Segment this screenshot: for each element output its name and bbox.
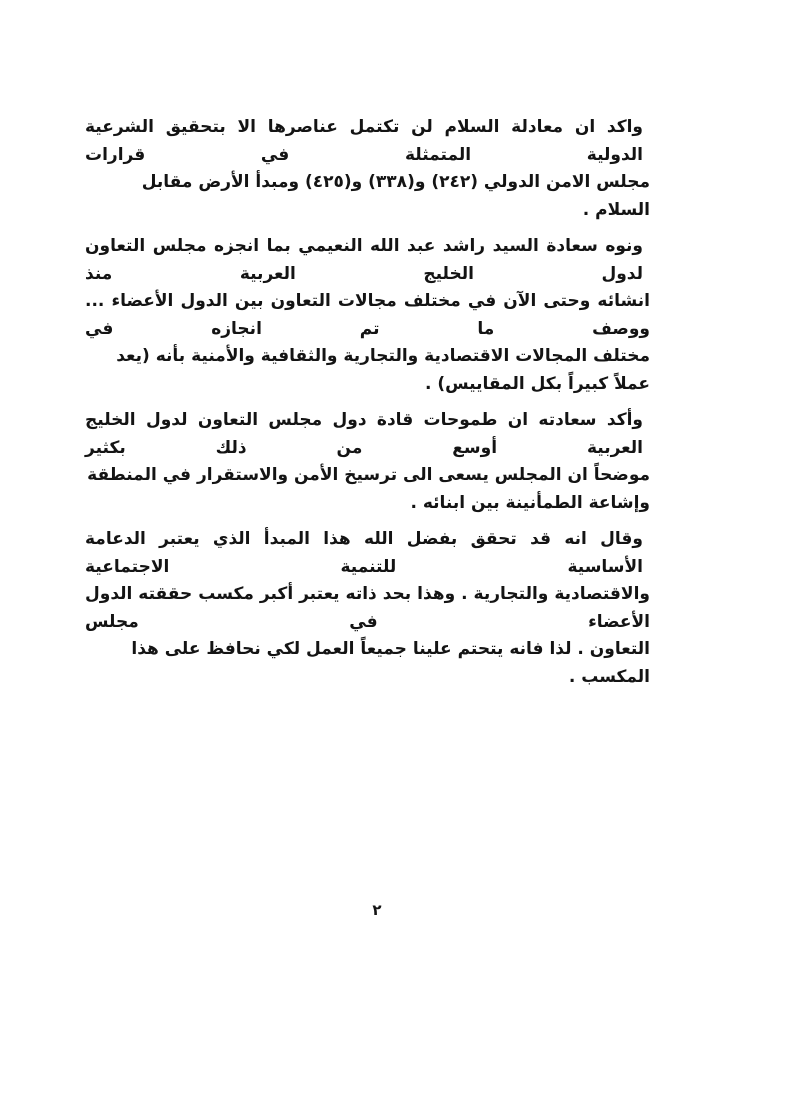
paragraph-3 bbox=[85, 407, 650, 517]
text-line: التعاون . لذا فانه يتحتم علينا جميعاً العمل لكي نحافظ على هذا المكسب . bbox=[131, 639, 650, 687]
page-number: ٢ bbox=[372, 901, 382, 919]
body-text bbox=[85, 114, 650, 700]
text-line: ونوه سعادة السيد راشد عبد الله النعيمي بما انجزه مجلس التعاون لدول الخليج العربية منذ bbox=[85, 236, 643, 284]
text-line: موضحاً ان المجلس يسعى الى ترسيخ الأمن والاستقرار في المنطقة وإشاعة الطمأنينة بين ابنائه . bbox=[87, 465, 650, 513]
text-line: وأكد سعادته ان طموحات قادة دول مجلس التعاون لدول الخليج العربية أوسع من ذلك بكثير bbox=[85, 410, 643, 458]
text-line: انشائه وحتى الآن في مختلف مجالات التعاون بين الدول الأعضاء ... ووصف ما تم انجازه في bbox=[85, 291, 650, 339]
text-line: مجلس الامن الدولي (٢٤٢) و(٣٣٨) و(٤٢٥) ومبدأ الأرض مقابل السلام . bbox=[141, 172, 650, 220]
paragraph-1 bbox=[85, 114, 650, 224]
paragraph-4 bbox=[85, 526, 650, 691]
text-line: والاقتصادية والتجارية . وهذا بحد ذاته يعتبر أكبر مكسب حققته الدول الأعضاء في مجلس bbox=[85, 584, 650, 632]
text-line: مختلف المجالات الاقتصادية والتجارية والثقافية والأمنية بأنه (يعد عملاً كبيراً بكل المقاييس) . bbox=[116, 346, 650, 394]
text-line: وقال انه قد تحقق بفضل الله هذا المبدأ الذي يعتبر الدعامة الأساسية للتنمية الاجتماعية bbox=[85, 529, 643, 577]
text-line: واكد ان معادلة السلام لن تكتمل عناصرها الا بتحقيق الشرعية الدولية المتمثلة في قرارات bbox=[85, 117, 643, 165]
paragraph-2 bbox=[85, 233, 650, 398]
